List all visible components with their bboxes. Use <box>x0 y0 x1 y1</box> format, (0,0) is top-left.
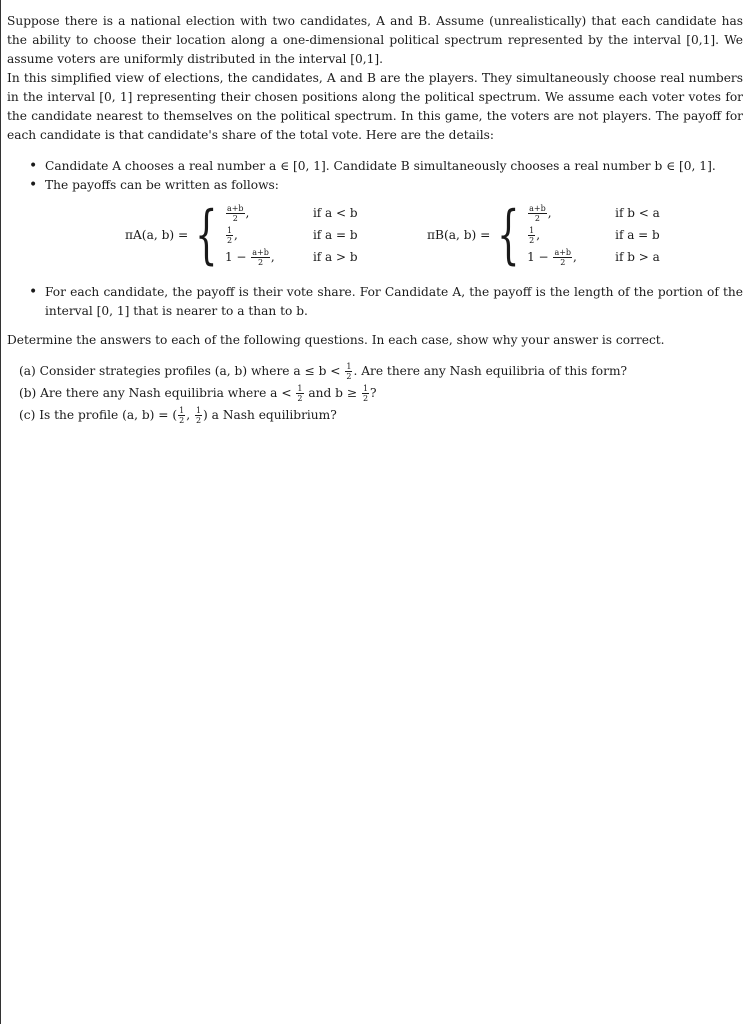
document-page <box>7 12 743 426</box>
details-list-continued <box>7 283 743 321</box>
payoff-equations <box>7 199 743 277</box>
payoff-a-cases <box>225 204 358 267</box>
payoff-a-case-3-expr: 1 − $\frac{a+b}{2}$ , <box>224 247 275 267</box>
left-brace-icon: { <box>195 198 218 272</box>
bullet-strategies: • Candidate A chooses a real number a ∈ [0, 1]. Candidate B simultaneously chooses a real number b ∈ [0, 1]. <box>7 157 743 176</box>
payoff-b-case-3-cond: if b > a <box>615 249 660 264</box>
payoff-b-equation <box>427 199 660 271</box>
question-c: (c) Is the profile (a, b) = ( $\frac{1}{2}$ , $\frac{1}{2}$ ) a Nash equilibrium? <box>19 406 337 425</box>
payoff-a-case-3-cond: if a > b <box>312 249 358 264</box>
payoff-a-lhs: πA(a, b) = <box>125 227 189 242</box>
question-a: (a) Consider strategies profiles (a, b) where a ≤ b < $\frac{1}{2}$ . Are there any Nash equilibria of this form? <box>19 362 628 381</box>
payoff-b-lhs: πB(a, b) = <box>427 227 491 242</box>
details-list <box>7 157 743 195</box>
payoff-a-equation <box>125 199 358 271</box>
instructions-paragraph: Determine the answers to each of the following questions. In each case, show why your answer is correct. <box>7 333 665 347</box>
payoff-b-case-1-expr: $\frac{a+b}{2}$ , <box>529 203 552 223</box>
intro-paragraph-2: In this simplified view of elections, the candidates, A and B are the players. They simultaneously choose real numbers in the interval [0, 1] representing their chosen positions along the political spectrum. We assume each voter votes for the candidate nearest to themselves on the political spectrum. In this game, the voters are not players. The payoff for each candidate is that candidate's share of the total vote. Here are the details: <box>7 71 743 142</box>
payoff-b-case-3-expr: 1 − $\frac{a+b}{2}$ , <box>527 247 577 267</box>
question-b: (b) Are there any Nash equilibria where a < $\frac{1}{2}$ and b ≥ $\frac{1}{2}$ ? <box>19 384 377 403</box>
payoff-a-case-1-cond: if a < b <box>312 205 358 220</box>
payoff-b-case-2-cond: if a = b <box>615 227 660 242</box>
bullet-vote-share: • For each candidate, the payoff is their vote share. For Candidate A, the payoff is the length of the portion of the interval [0, 1] that is nearer to a than to b. <box>7 283 743 321</box>
bullet-payoffs-intro: • The payoffs can be written as follows: <box>7 176 743 195</box>
questions-list <box>7 360 743 426</box>
payoff-b-case-2-expr: $\frac{1}{2}$ , <box>529 225 541 245</box>
payoff-a-case-2-expr: $\frac{1}{2}$ , <box>226 225 238 245</box>
payoff-a-case-2-cond: if a = b <box>312 227 358 242</box>
intro-paragraph-1: Suppose there is a national election with two candidates, A and B. Assume (unrealistically) that each candidate has the ability to choose their location along a one-dimensional political spectrum represented by the interval [0,1]. We assume voters are uniformly distributed in the interval [0,1]. <box>7 14 743 66</box>
payoff-b-cases <box>527 204 660 267</box>
left-border <box>0 0 1 1024</box>
payoff-b-case-1-cond: if b < a <box>615 205 660 220</box>
left-brace-icon: { <box>497 198 520 272</box>
payoff-a-case-1-expr: $\frac{a+b}{2}$ , <box>226 203 250 223</box>
